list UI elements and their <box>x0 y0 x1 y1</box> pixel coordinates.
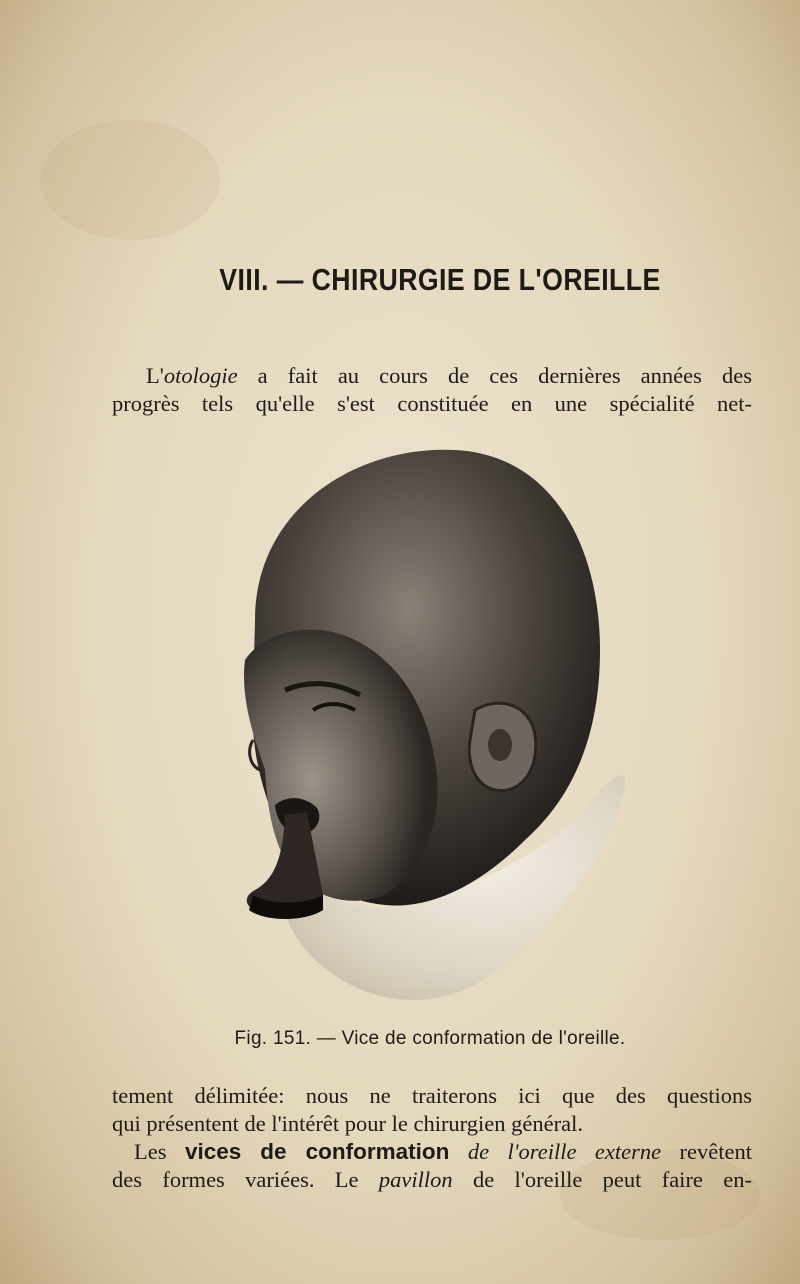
bold-term: vices de conformation <box>184 1139 450 1164</box>
italic-term: otologie <box>163 363 238 388</box>
intro-line-1 <box>112 362 752 390</box>
figure-photograph <box>225 440 645 1020</box>
text-run: revêtent <box>661 1139 752 1164</box>
body-line-1: tement délimitée: nous ne traiterons ici que des questions <box>112 1083 752 1108</box>
text-run: Les <box>134 1139 185 1164</box>
text-run: des formes variées. Le <box>112 1167 379 1192</box>
ear-canal <box>488 729 512 761</box>
paper-stain <box>40 120 220 240</box>
chapter-title: VIII. — CHIRURGIE DE L'OREILLE <box>219 262 661 297</box>
intro-line-2: progrès tels qu'elle s'est constituée en une spécialité net- <box>112 391 752 416</box>
body-paragraph <box>112 1082 752 1194</box>
body-line-2 <box>112 1110 752 1138</box>
infant-portrait-image <box>225 440 645 1020</box>
figure-caption: Fig. 151. — Vice de conformation de l'oreille. <box>234 1028 626 1049</box>
body-line-4 <box>112 1166 752 1194</box>
text-run: L' <box>146 363 164 388</box>
body-line-3 <box>112 1138 752 1166</box>
intro-paragraph <box>112 362 752 418</box>
text-run: a fait au cours de ces dernières années des <box>237 363 752 388</box>
italic-term: de l'oreille externe <box>449 1139 662 1164</box>
text-run: de l'oreille peut faire en- <box>452 1167 752 1192</box>
italic-term: pavillon <box>378 1167 453 1192</box>
text-run: qui présentent de l'intérêt pour le chirurgien général. <box>112 1111 583 1136</box>
